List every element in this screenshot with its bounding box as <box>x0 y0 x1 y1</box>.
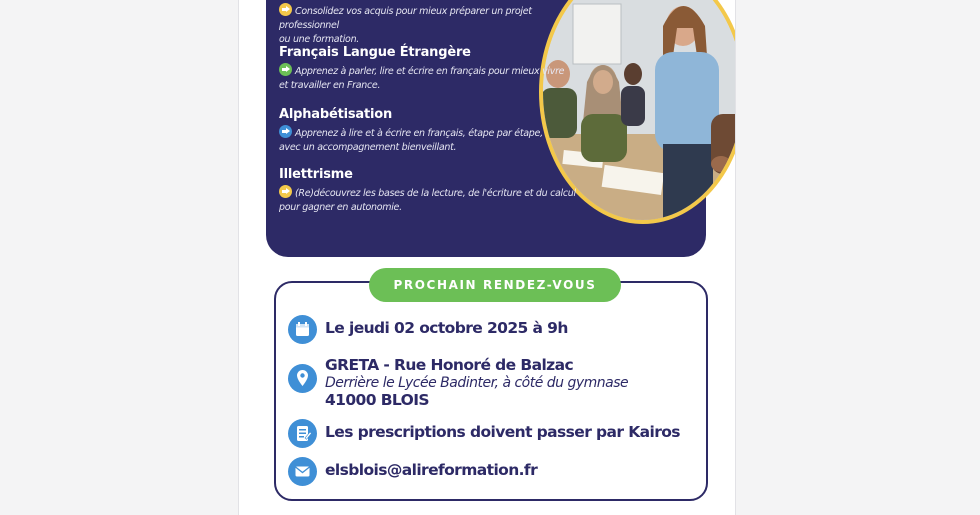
course-desc: Consolidez vos acquis pour mieux préparer un projet professionnel <box>279 6 532 31</box>
prescriptions-text: Les prescriptions doivent passer par Kairos <box>325 423 680 441</box>
place-row <box>288 356 628 409</box>
arrow-right-icon <box>279 185 292 198</box>
place-city: 41000 BLOIS <box>325 391 429 409</box>
course-fle <box>279 45 579 93</box>
course-alphabetisation <box>279 107 579 155</box>
date-text: Le jeudi 02 octobre 2025 à 9h <box>325 319 568 337</box>
course-desc: Apprenez à parler, lire et écrire en français pour mieux vivre <box>295 66 565 77</box>
course-desc: Apprenez à lire et à écrire en français, étape par étape, <box>295 128 543 139</box>
course-desc: (Re)découvrez les bases de la lecture, de l'écriture et du calcul <box>295 188 576 199</box>
place-detail: Derrière le Lycée Badinter, à côté du gymnase <box>325 375 629 391</box>
date-row <box>288 315 568 344</box>
course-title: Illettrisme <box>279 167 353 182</box>
prescriptions-row <box>288 419 680 448</box>
rendezvous-heading: PROCHAIN RENDEZ-VOUS <box>369 268 621 302</box>
arrow-right-icon <box>279 3 292 16</box>
location-pin-icon <box>288 364 317 393</box>
place-name: GRETA - Rue Honoré de Balzac <box>325 356 574 374</box>
email-link[interactable]: elsblois@alireformation.fr <box>325 461 538 479</box>
course-desc-continued: ou une formation. <box>279 34 360 45</box>
course-desc-continued: avec un accompagnement bienveillant. <box>279 142 457 153</box>
course-projet <box>279 3 579 47</box>
course-desc-continued: pour gagner en autonomie. <box>279 202 402 213</box>
calendar-icon <box>288 315 317 344</box>
course-illettrisme <box>279 167 579 215</box>
arrow-right-icon <box>279 125 292 138</box>
mail-icon <box>288 457 317 486</box>
arrow-right-icon <box>279 63 292 76</box>
email-row <box>288 457 537 486</box>
flyer-page <box>238 0 736 515</box>
course-title: Français Langue Étrangère <box>279 45 471 60</box>
document-icon <box>288 419 317 448</box>
course-title: Alphabétisation <box>279 107 393 122</box>
course-desc-continued: et travailler en France. <box>279 80 381 91</box>
